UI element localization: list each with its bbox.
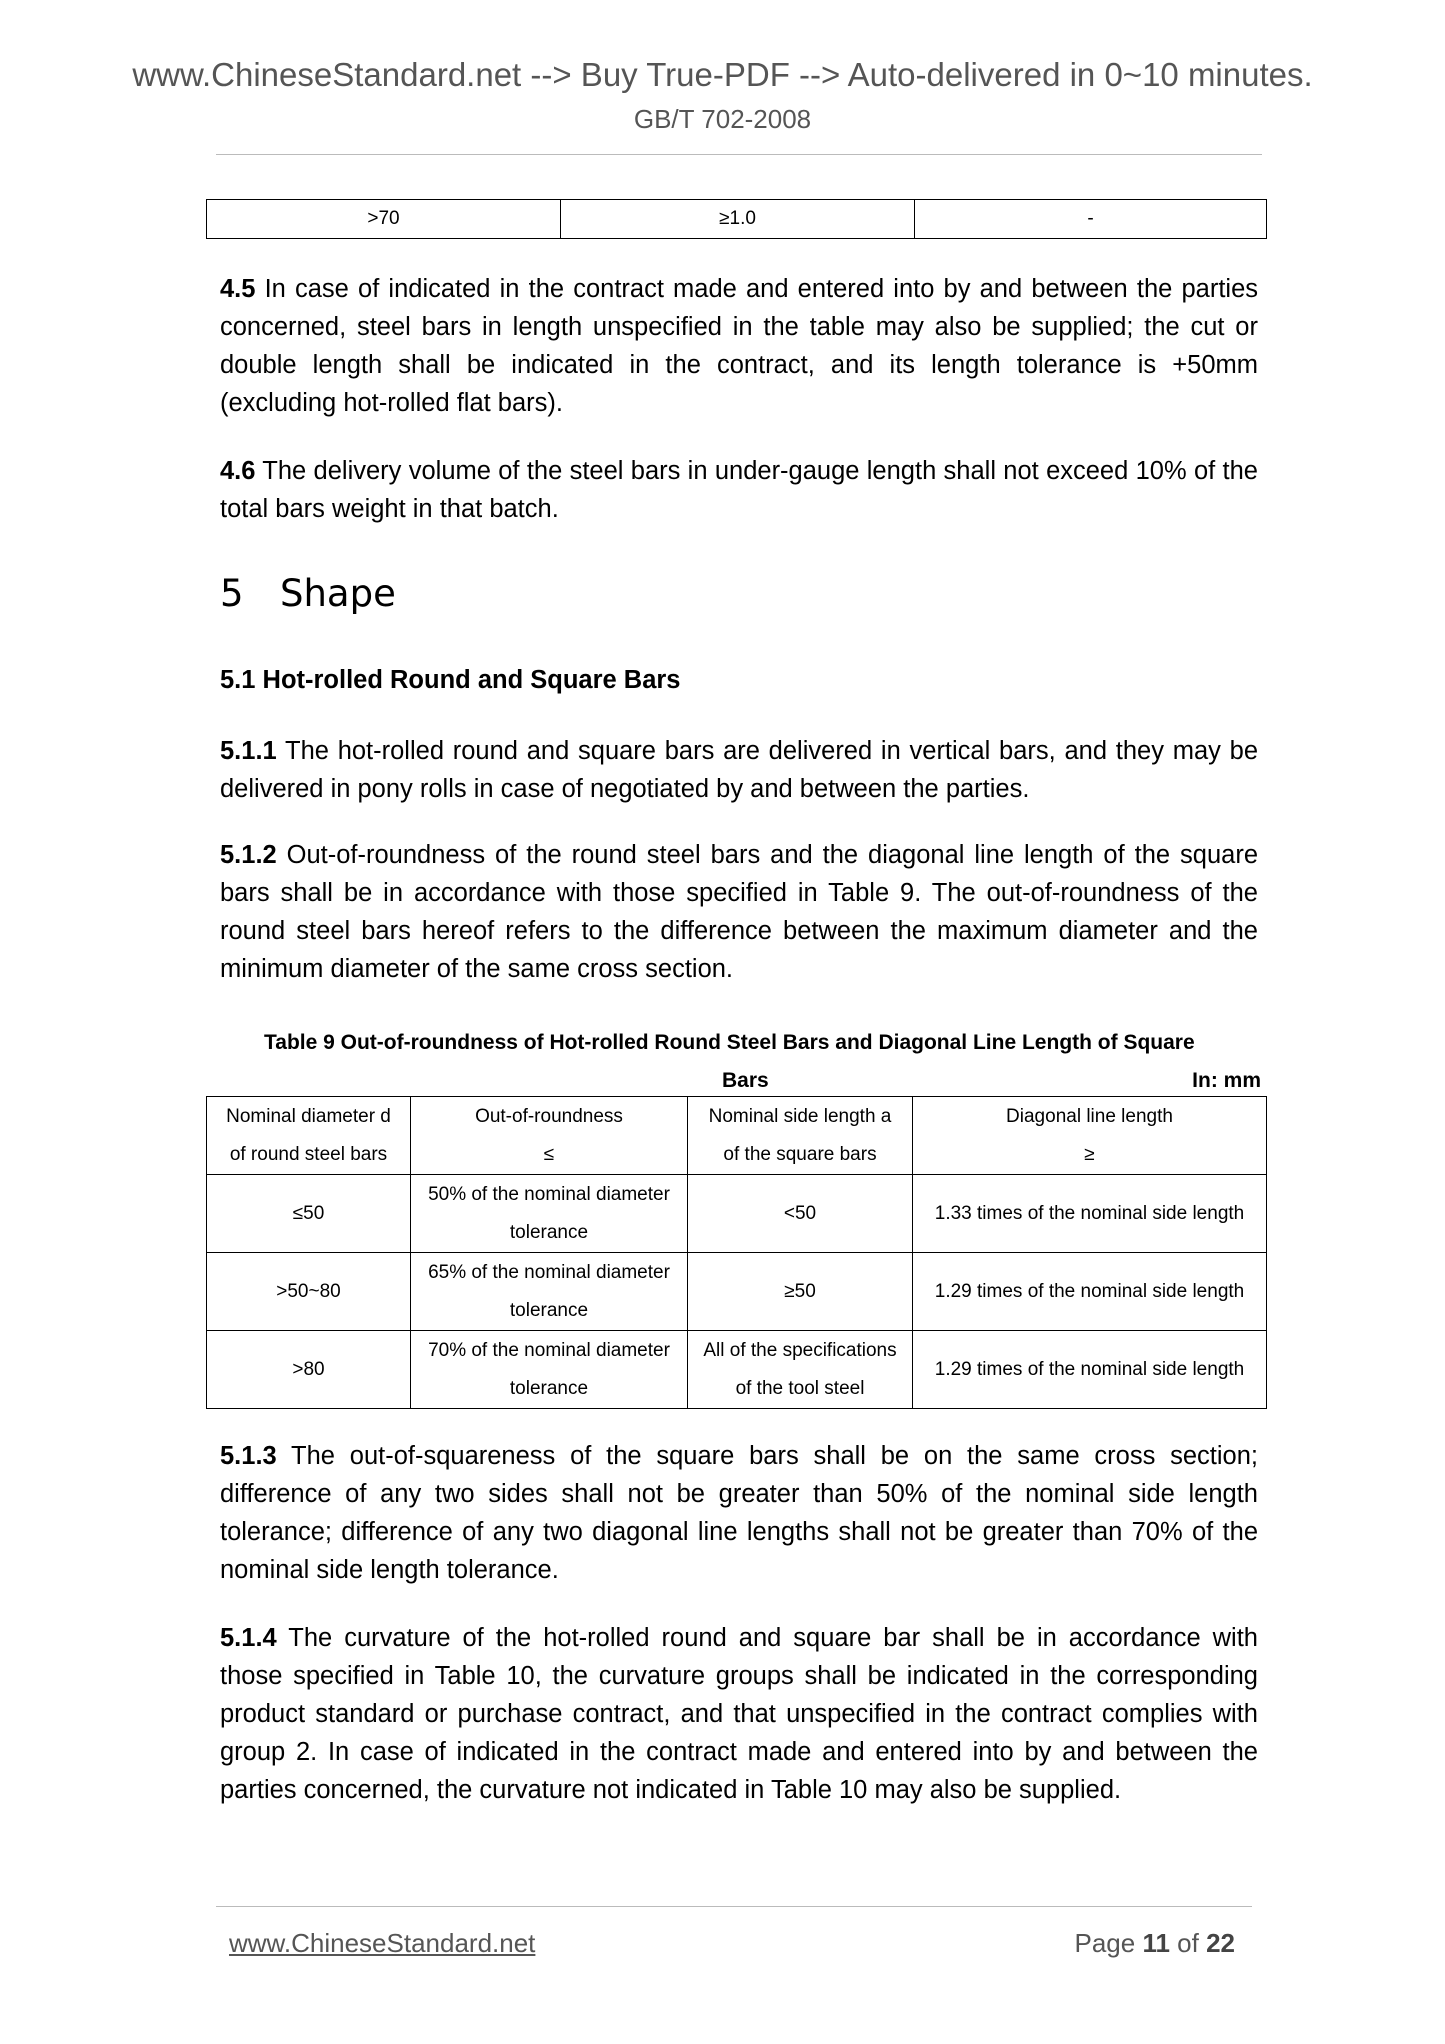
clause-number: 4.5	[220, 275, 256, 303]
table-cell: <50	[688, 1175, 913, 1253]
table-cell: All of the specifications of the tool steel	[688, 1331, 913, 1409]
table-caption: Table 9 Out-of-roundness of Hot-rolled Round Steel Bars and Diagonal Line Length of Square	[264, 1031, 1195, 1054]
page-number: 11	[1142, 1928, 1170, 1958]
paragraph-5-1-4	[220, 1619, 1258, 1809]
header-cell: Nominal diameter d of round steel bars	[207, 1097, 411, 1175]
footer-site-link[interactable]: www.ChineseStandard.net	[229, 1928, 536, 1958]
top-table	[206, 199, 1267, 239]
clause-text: In case of indicated in the contract made and entered into by and between the parties concerned, steel bars in length unspecified in the table may also be supplied; the cut or double length shall be indicated in the contract, and its length tolerance is +50mm (excluding hot-rolled flat bars).	[220, 275, 1258, 417]
header-banner: www.ChineseStandard.net --> Buy True-PDF --> Auto-delivered in 0~10 minutes.	[132, 56, 1313, 93]
table-cell: ≥1.0	[561, 200, 915, 239]
clause-number: 5.1.4	[220, 1624, 277, 1652]
section-title: Shape	[280, 572, 396, 615]
section-heading	[220, 572, 396, 615]
clause-text: Out-of-roundness of the round steel bars and the diagonal line length of the square bars shall be in accordance with those specified in Table 9. The out-of-roundness of the round steel bars hereof refers to the difference between the maximum diameter and the minimum diameter of the same cross section.	[220, 841, 1258, 983]
table-cell: >70	[207, 200, 561, 239]
table-cell: 65% of the nominal diameter tolerance	[411, 1253, 688, 1331]
clause-text: The out-of-squareness of the square bars shall be on the same cross section; difference of any two sides shall not be greater than 50% of the nominal side length tolerance; difference of any two diagonal line lengths shall not be greater than 70% of the nominal side length tolerance.	[220, 1442, 1258, 1584]
paragraph-5-1-2	[220, 836, 1258, 988]
clause-number: 5.1.2	[220, 841, 277, 869]
clause-number: 5.1.1	[220, 737, 277, 765]
table-9	[206, 1096, 1267, 1409]
clause-number: 4.6	[220, 457, 256, 485]
clause-text: The curvature of the hot-rolled round and square bar shall be in accordance with those specified in Table 10, the curvature groups shall be indicated in the corresponding product standard or purchase contract, and that unspecified in the contract complies with group 2. In case of indicated in the contract made and entered into by and between the parties concerned, the curvature not indicated in Table 10 may also be supplied.	[220, 1624, 1258, 1804]
table-cell: 1.29 times of the nominal side length	[913, 1331, 1267, 1409]
paragraph-4-5	[220, 270, 1258, 422]
clause-text: The delivery volume of the steel bars in under-gauge length shall not exceed 10% of the total bars weight in that batch.	[220, 457, 1258, 523]
table-cell: >50~80	[207, 1253, 411, 1331]
header-cell: Out-of-roundness ≤	[411, 1097, 688, 1175]
table-cell: 1.33 times of the nominal side length	[913, 1175, 1267, 1253]
paragraph-4-6	[220, 452, 1258, 528]
table-caption-continued: Bars	[722, 1069, 769, 1092]
header-cell: Nominal side length a of the square bars	[688, 1097, 913, 1175]
table-cell: 70% of the nominal diameter tolerance	[411, 1331, 688, 1409]
paragraph-5-1-1	[220, 732, 1258, 808]
table-row	[207, 1331, 1267, 1409]
table-header-row	[207, 1097, 1267, 1175]
section-number: 5	[220, 572, 244, 615]
table-cell: >80	[207, 1331, 411, 1409]
table-row	[207, 1253, 1267, 1331]
clause-text: The hot-rolled round and square bars are delivered in vertical bars, and they may be delivered in pony rolls in case of negotiated by and between the parties.	[220, 737, 1258, 803]
page-total: 22	[1206, 1928, 1235, 1958]
header-cell: Diagonal line length ≥	[913, 1097, 1267, 1175]
paragraph-5-1-3	[220, 1437, 1258, 1589]
table-row	[207, 200, 1267, 239]
table-cell: ≤50	[207, 1175, 411, 1253]
doc-code: GB/T 702-2008	[633, 104, 812, 134]
table-cell: ≥50	[688, 1253, 913, 1331]
footer-divider	[216, 1906, 1252, 1907]
table-row	[207, 1175, 1267, 1253]
clause-number: 5.1.3	[220, 1442, 277, 1470]
page-indicator: Page 11 of 22	[1074, 1928, 1235, 1958]
header-divider	[216, 154, 1262, 155]
table-unit: In: mm	[1192, 1069, 1261, 1092]
table-cell: 1.29 times of the nominal side length	[913, 1253, 1267, 1331]
subsection-heading: 5.1 Hot-rolled Round and Square Bars	[220, 666, 681, 694]
table-cell: -	[915, 200, 1267, 239]
table-cell: 50% of the nominal diameter tolerance	[411, 1175, 688, 1253]
